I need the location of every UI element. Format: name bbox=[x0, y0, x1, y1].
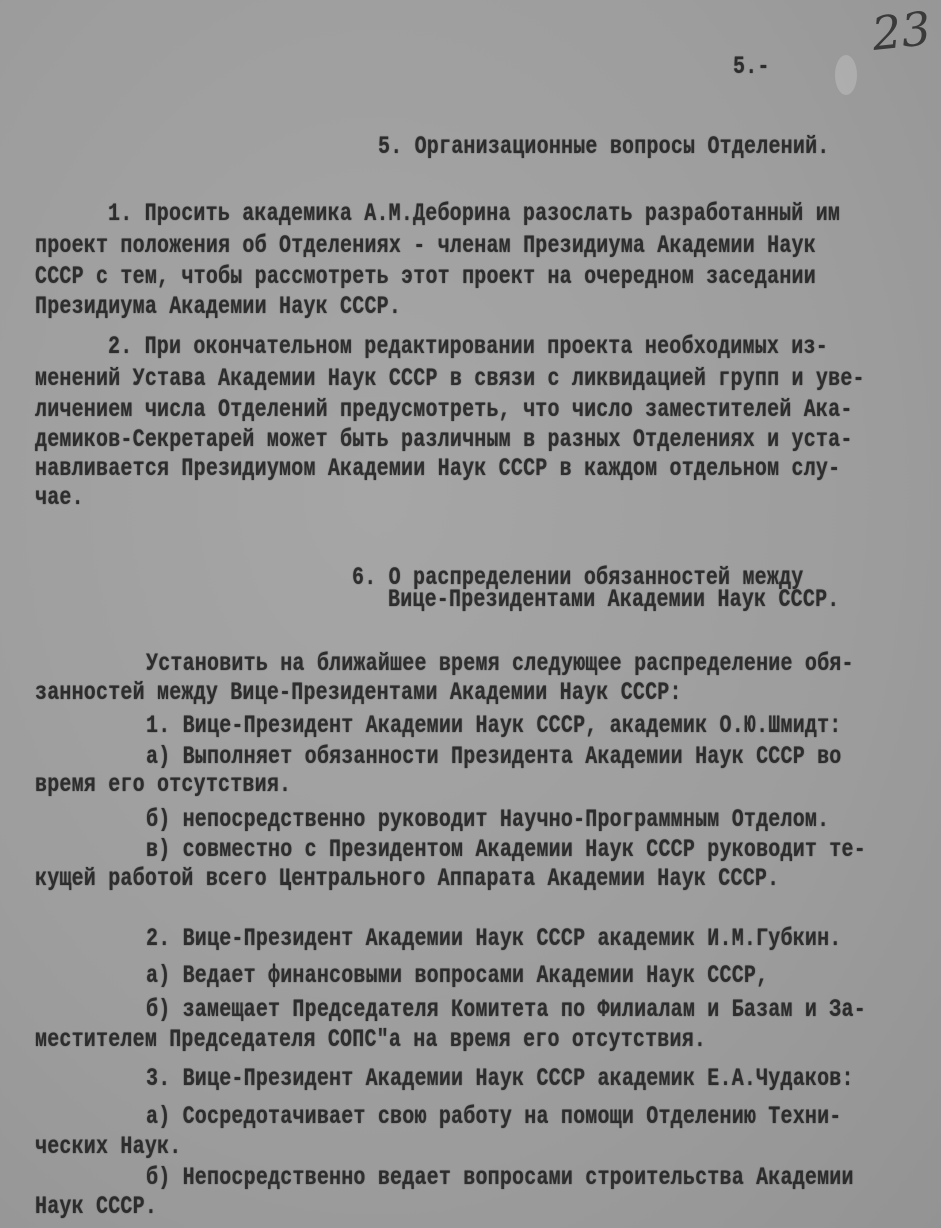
handwritten-folio-number: 23 bbox=[869, 1, 934, 61]
text-line: время его отсутствия. bbox=[35, 771, 292, 800]
text-line: 1. Вице-Президент Академии Наук СССР, академик О.Ю.Шмидт: bbox=[146, 712, 842, 741]
text-line: б) Непосредственно ведает вопросами строительства Академии bbox=[146, 1164, 854, 1193]
text-line: б) непосредственно руководит Научно-Программным Отделом. bbox=[146, 806, 830, 835]
text-line: 1. Просить академика А.М.Деборина разослать разработанный им bbox=[108, 200, 841, 229]
text-line: чае. bbox=[35, 484, 84, 513]
text-line: демиков-Секретарей может быть различным в разных Отделениях и уста- bbox=[35, 426, 853, 455]
text-line: местителем Председателя СОПС"а на время его отсутствия. bbox=[35, 1026, 707, 1055]
section-5-heading: 5. Организационные вопросы Отделений. bbox=[378, 133, 830, 162]
text-line: а) Выполняет обязанности Президента Академии Наук СССР во bbox=[146, 743, 842, 772]
text-line: навливается Президиумом Академии Наук СССР в каждом отдельном слу- bbox=[35, 455, 841, 484]
text-line: кущей работой всего Центрального Аппарата Академии Наук СССР. bbox=[35, 865, 780, 894]
text-line: Наук СССР. bbox=[35, 1193, 158, 1222]
text-line: Установить на ближайшее время следующее распределение обя- bbox=[146, 650, 854, 679]
section-6-heading-line1: 6. О распределении обязанностей между bbox=[352, 564, 804, 593]
page-number: 5.- bbox=[733, 53, 770, 82]
text-line: в) совместно с Президентом Академии Наук СССР руководит те- bbox=[146, 836, 866, 865]
text-line: личением числа Отделений предусмотреть, что число заместителей Ака- bbox=[35, 396, 853, 425]
text-line: а) Сосредотачивает свою работу на помощи Отделению Техни- bbox=[146, 1103, 842, 1132]
text-line: ческих Наук. bbox=[35, 1133, 182, 1162]
text-line: а) Ведает финансовыми вопросами Академии Наук СССР, bbox=[146, 962, 769, 991]
text-line: менений Устава Академии Наук СССР в связи с ликвидацией групп и уве- bbox=[35, 365, 865, 394]
text-line: занностей между Вице-Президентами Академии Наук СССР: bbox=[35, 679, 682, 708]
paper-stain bbox=[835, 55, 857, 95]
text-line: 2. Вице-Президент Академии Наук СССР академик И.М.Губкин. bbox=[146, 925, 842, 954]
section-6-heading-line2: Вице-Президентами Академии Наук СССР. bbox=[388, 586, 840, 615]
text-line: СССР с тем, чтобы рассмотреть этот проект на очередном заседании bbox=[35, 263, 816, 292]
text-line: 3. Вице-Президент Академии Наук СССР академик Е.А.Чудаков: bbox=[146, 1065, 854, 1094]
text-line: б) замещает Председателя Комитета по Филиалам и Базам и За- bbox=[146, 996, 866, 1025]
text-line: проект положения об Отделениях - членам Президиума Академии Наук bbox=[35, 232, 816, 261]
text-line: Президиума Академии Наук СССР. bbox=[35, 293, 402, 322]
text-line: 2. При окончательном редактировании проекта необходимых из- bbox=[108, 333, 828, 362]
